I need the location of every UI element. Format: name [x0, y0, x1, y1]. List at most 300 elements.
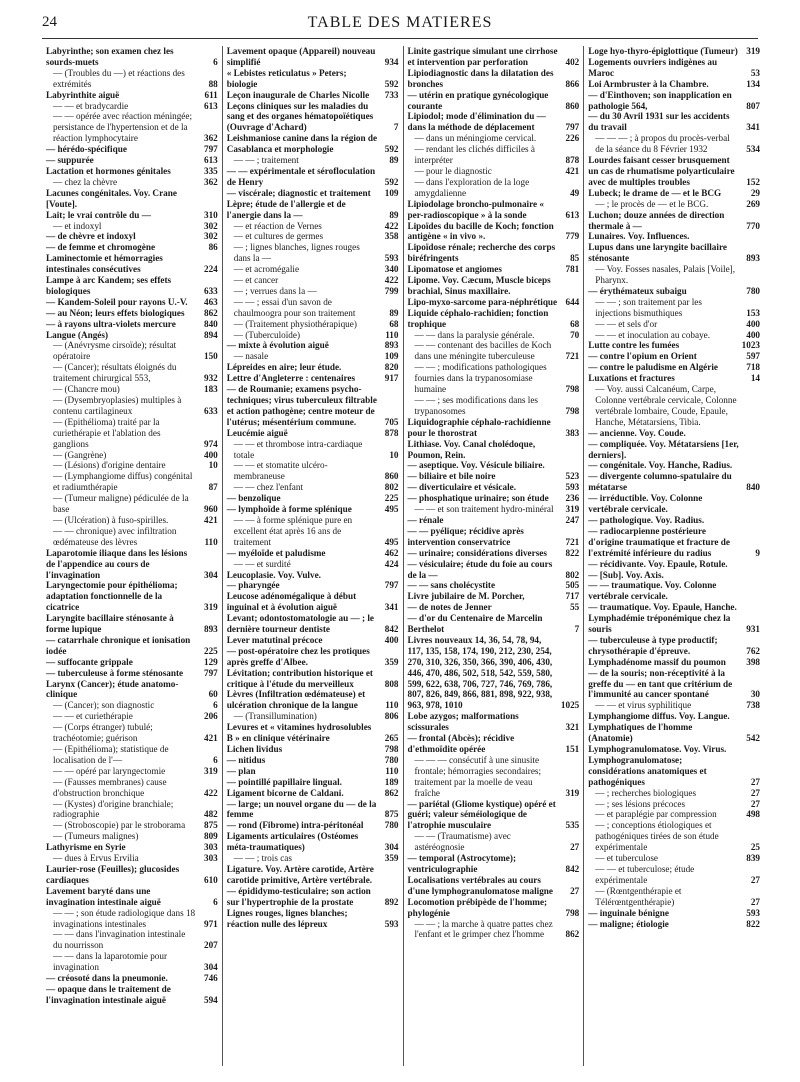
- entry-text: Lépreides en aire; leur étude.: [226, 362, 342, 373]
- entry-page-number: 340: [384, 264, 399, 275]
- index-entry: [588, 373, 760, 384]
- index-entry: [227, 711, 399, 722]
- entry-text: — (Fausses membranes) cause d'obstruction bronchique: [53, 776, 167, 798]
- entry-page-number: 594: [203, 994, 218, 1005]
- entry-text: — suffocante grippale: [46, 656, 133, 667]
- index-entry: [227, 799, 399, 821]
- entry-text: — Voy. aussi Calcanéum, Carpe, Colonne vertébrale cervicale, Colonne vertébrale lombaire, Coude, Epaule, Hanche, Métatarsiens, Tibia.: [595, 384, 737, 427]
- index-entry: [46, 242, 218, 253]
- entry-page-number: 134: [746, 78, 760, 89]
- entry-page-number: 207: [203, 940, 218, 951]
- index-entry: [227, 264, 399, 275]
- entry-page-number: 60: [208, 689, 218, 700]
- entry-text: — vésiculaire; étude du foie au cours de la —: [407, 558, 553, 580]
- index-entry: [46, 450, 218, 461]
- entry-page-number: 593: [746, 907, 760, 918]
- index-entry: [588, 210, 760, 232]
- entry-page-number: 542: [746, 733, 760, 744]
- index-entry: [408, 897, 580, 919]
- index-entry: [227, 297, 399, 319]
- index-entry: [227, 199, 399, 221]
- entry-text: Lithiase. Voy. Canal cholédoque, Poumon, Rein.: [407, 438, 536, 460]
- index-entry: [227, 570, 399, 581]
- index-entry: [46, 580, 218, 613]
- entry-text: Loge hyo-thyro-épiglottique (Tumeur): [588, 46, 738, 56]
- entry-text: Lutte contre les fumées: [588, 340, 680, 351]
- entry-page-number: 362: [203, 176, 218, 187]
- entry-page-number: 424: [384, 558, 399, 569]
- index-entry: [408, 330, 580, 341]
- index-entry: [408, 602, 580, 613]
- entry-page-number: 310: [203, 209, 218, 220]
- index-entry: [588, 493, 760, 515]
- entry-page-number: 302: [203, 220, 218, 231]
- index-entry: [408, 166, 580, 177]
- entry-text: — (Epithélioma) traité par la curiethérapie et l'ablation des ganglions: [53, 416, 161, 449]
- index-entry: [46, 493, 218, 515]
- entry-text: — — ; trois cas: [233, 853, 292, 864]
- index-entry: [227, 362, 399, 373]
- index-entry: [408, 439, 580, 461]
- entry-page-number: 400: [384, 634, 399, 645]
- entry-text: — (Traitement physiothérapique): [233, 318, 357, 329]
- index-entry: [227, 373, 399, 384]
- entry-text: — du 30 Avril 1931 sur les accidents du travail: [588, 111, 730, 133]
- entry-page-number: 802: [565, 569, 580, 580]
- entry-page-number: 597: [746, 351, 760, 362]
- index-entry: [588, 722, 760, 744]
- entry-page-number: 613: [203, 100, 218, 111]
- index-entry: [46, 820, 218, 831]
- entry-page-number: 27: [750, 776, 760, 787]
- entry-page-number: 593: [384, 918, 399, 929]
- entry-text: — plan: [226, 765, 256, 776]
- entry-page-number: 6: [213, 56, 218, 67]
- entry-text: — (Rœntgenthérapie et Télérœntgenthérapie): [595, 885, 682, 907]
- index-entry: [408, 482, 580, 493]
- index-entry: [588, 231, 760, 242]
- entry-page-number: 781: [565, 264, 580, 275]
- index-entry: [227, 133, 399, 155]
- entry-text: Levant; odontostomatologie au — ; le dernière tourneur dentiste: [226, 613, 374, 635]
- entry-text: Laryngite bacillaire sténosante à forme lupique: [46, 613, 174, 635]
- entry-text: — — et curiethérapie: [53, 711, 133, 722]
- entry-page-number: 151: [565, 744, 580, 754]
- entry-text: Luxations et fractures: [588, 373, 675, 384]
- index-entry: [408, 548, 580, 559]
- entry-text: Leucoplasie. Voy. Vulve.: [226, 569, 321, 580]
- index-entry: [227, 319, 399, 330]
- entry-text: — à rayons ultra-violets mercure: [46, 318, 176, 329]
- entry-text: — catarrhale chronique et ionisation iodée: [46, 634, 191, 656]
- entry-page-number: 593: [384, 253, 399, 264]
- index-entry: [46, 68, 218, 90]
- index-entry: [46, 668, 218, 679]
- entry-page-number: 319: [203, 765, 218, 776]
- entry-page-number: 27: [570, 842, 580, 853]
- index-entry: [227, 188, 399, 199]
- index-entry: [227, 340, 399, 351]
- index-entry: [46, 166, 218, 177]
- entry-text: — chez la chèvre: [53, 176, 118, 187]
- entry-text: — (Cancer); résultats éloignés du traitement chirurgical 553,: [53, 362, 177, 384]
- entry-page-number: 862: [565, 929, 580, 940]
- entry-text: — d'Einthoven; son inapplication en pathologie 564,: [588, 89, 732, 111]
- entry-page-number: 592: [384, 78, 399, 89]
- entry-text: Lubeck; le drame de — et le BCG: [588, 187, 722, 198]
- entry-text: Larynx (Cancer); étude anatomo-clinique: [46, 678, 179, 700]
- index-entry: [588, 90, 760, 112]
- entry-page-number: 422: [203, 787, 218, 798]
- entry-text: — frontal (Abcès); récidive d'ethmoïdite opérée: [407, 733, 515, 754]
- entry-text: — (Troubles du —) et réactions des extrémités: [53, 67, 185, 89]
- entry-text: Laminectomie et hémorragies intestinales consécutives: [46, 253, 163, 275]
- entry-text: — récidivante. Voy. Epaule, Rotule.: [588, 558, 728, 569]
- entry-text: — — traumatique. Voy. Colonne vertébrale cervicale.: [588, 580, 717, 602]
- entry-text: — pariétal (Gliome kystique) opéré et guéri; valeur séméiologique de l'atrophie musculaire: [407, 798, 556, 831]
- entry-text: Leçon inaugurale de Charles Nicolle: [226, 89, 370, 100]
- entry-text: — dans l'exploration de la loge amygdalienne: [414, 176, 530, 198]
- index-entry: [408, 297, 580, 308]
- entry-text: — large; un nouvel organe du — de la femme: [226, 798, 377, 820]
- entry-page-number: 400: [746, 318, 760, 329]
- entry-text: — ; verrues dans la —: [233, 285, 317, 296]
- entry-text: — urinaire; considérations diverses: [407, 547, 547, 558]
- index-entry: [588, 853, 760, 864]
- index-entry: [408, 395, 580, 417]
- index-entry: [227, 428, 399, 439]
- entry-page-number: 592: [384, 176, 399, 187]
- entry-text: — — et surdité: [233, 558, 291, 569]
- entry-page-number: 840: [203, 318, 218, 329]
- index-entry: [408, 559, 580, 581]
- entry-page-number: 7: [574, 624, 580, 635]
- index-entry: [408, 221, 580, 243]
- entry-text: — — et inoculation au cobaye.: [595, 329, 711, 340]
- entry-text: — suppurée: [46, 155, 94, 166]
- entry-text: Lipoïdose rénale; recherche des corps biréfringents: [407, 242, 556, 264]
- entry-page-number: 68: [570, 318, 580, 329]
- index-entry: [227, 646, 399, 668]
- index-entry: [227, 330, 399, 341]
- index-entry: [46, 253, 218, 275]
- index-entry: [588, 319, 760, 330]
- entry-page-number: 806: [384, 711, 399, 722]
- index-entry: [46, 548, 218, 581]
- index-entry: [588, 286, 760, 297]
- entry-text: Leishmaniose canine dans la région de Casablanca et morphologie: [226, 133, 378, 155]
- entry-page-number: 152: [746, 176, 760, 187]
- index-entry: [588, 700, 760, 711]
- entry-page-number: 808: [384, 678, 399, 689]
- index-entry: [408, 526, 580, 548]
- entry-page-number: 10: [389, 449, 399, 460]
- index-entry: [408, 362, 580, 395]
- entry-text: Lipomatose et angiomes: [407, 264, 502, 275]
- entry-page-number: 400: [203, 449, 218, 460]
- index-entry: [408, 635, 580, 711]
- entry-text: — et acromégalie: [233, 264, 300, 275]
- entry-page-number: 89: [389, 155, 399, 166]
- entry-text: — aseptique. Voy. Vésicule biliaire.: [407, 460, 545, 471]
- entry-text: — — — consécutif à une sinusite frontale; hémorragies secondaires; traitement par la moelle de veau fraîche: [414, 754, 542, 798]
- index-entry: [46, 384, 218, 395]
- entry-page-number: 358: [384, 231, 399, 242]
- entry-text: — de chèvre et indoxyl: [46, 231, 136, 242]
- entry-page-number: 109: [384, 187, 399, 198]
- entry-text: Lavement baryté dans une invagination intestinale aiguë: [46, 885, 161, 907]
- index-entry: [588, 799, 760, 810]
- index-entry: [46, 46, 218, 68]
- entry-text: Linite gastrique simulant une cirrhose et intervention par perforation: [407, 46, 558, 67]
- page-header: [42, 12, 758, 39]
- entry-text: Lymphadénome massif du poumon: [588, 656, 726, 667]
- entry-page-number: 842: [565, 863, 580, 874]
- index-entry: [227, 242, 399, 264]
- entry-page-number: 383: [565, 427, 580, 438]
- entry-text: Labyrinthite aiguë: [46, 89, 120, 100]
- index-entry: [588, 79, 760, 90]
- entry-page-number: 153: [746, 307, 760, 318]
- entry-page-number: 150: [203, 351, 218, 362]
- index-entry: [588, 439, 760, 461]
- entry-text: — — expérimentale et sérofloculation de Henry: [226, 165, 376, 187]
- entry-text: — congénitale. Voy. Hanche, Radius.: [588, 460, 733, 471]
- entry-text: — d'or du Centenaire de Marcelin Berthelot: [407, 613, 543, 635]
- entry-text: — — opérée avec réaction méningée; persistance de l'hypertension et de la réaction lymphocytaire: [53, 111, 193, 144]
- index-entry: [588, 188, 760, 199]
- entry-page-number: 302: [203, 231, 218, 242]
- entry-text: Lymphogranulomatose. Voy. Virus.: [588, 744, 727, 754]
- index-entry: [588, 919, 760, 930]
- entry-text: — — ; essai d'un savon de chaulmoogra pour son traitement: [233, 296, 356, 318]
- index-column-4: [584, 46, 764, 1066]
- index-entry: [46, 700, 218, 711]
- index-entry: [588, 264, 760, 286]
- entry-page-number: 721: [565, 351, 580, 362]
- entry-text: — contre l'opium en Orient: [588, 351, 697, 362]
- entry-page-number: 482: [203, 809, 218, 820]
- index-entry: [408, 613, 580, 635]
- entry-text: — — et tuberculose; étude expérimentale: [595, 863, 695, 885]
- entry-page-number: 10: [208, 460, 218, 471]
- entry-page-number: 304: [203, 569, 218, 580]
- index-entry: [46, 231, 218, 242]
- entry-page-number: 27: [750, 896, 760, 907]
- index-entry: [588, 864, 760, 886]
- index-entry: [588, 744, 760, 755]
- entry-page-number: 495: [384, 504, 399, 515]
- index-entry: [227, 351, 399, 362]
- entry-page-number: 402: [565, 56, 580, 67]
- entry-text: — (Tumeurs malignes): [53, 831, 139, 842]
- index-entry: [227, 580, 399, 591]
- page-title: TABLE DES MATIERES: [307, 14, 493, 31]
- entry-text: Lymphogranulomatose; considérations anatomiques et pathogéniques: [588, 754, 707, 787]
- index-entry: [46, 744, 218, 766]
- entry-page-number: 226: [565, 133, 580, 144]
- entry-text: — érythémateux subaigu: [588, 285, 687, 296]
- index-entry: [46, 188, 218, 210]
- entry-text: Lipiodiagnostic dans la dilatation des bronches: [407, 67, 554, 89]
- entry-text: — dans un méningiome cervical.: [414, 133, 537, 144]
- entry-text: « Lebistes reticulatus » Peters; biologie: [226, 67, 347, 89]
- entry-page-number: 1025: [560, 700, 580, 711]
- index-entry: [46, 984, 218, 1006]
- entry-text: Loi Armbruster à la Chambre.: [588, 78, 709, 89]
- entry-page-number: 802: [384, 482, 399, 493]
- index-entry: [408, 831, 580, 853]
- index-entry: [588, 297, 760, 319]
- entry-text: Lupus dans une laryngite bacillaire sténosante: [588, 242, 727, 264]
- entry-page-number: 498: [746, 809, 760, 820]
- index-entry: [588, 886, 760, 908]
- entry-text: — et cancer: [233, 275, 279, 286]
- index-entry: [408, 340, 580, 362]
- entry-page-number: 495: [384, 536, 399, 547]
- index-entry: [588, 46, 760, 57]
- entry-text: — (Chancre mou): [53, 384, 120, 395]
- entry-text: — (Stroboscopie) par le stroborama: [53, 820, 186, 831]
- index-entry: [588, 351, 760, 362]
- index-entry: [588, 820, 760, 853]
- entry-page-number: 840: [746, 482, 760, 493]
- entry-page-number: 421: [203, 514, 218, 525]
- index-entry: [227, 439, 399, 461]
- entry-page-number: 421: [565, 165, 580, 176]
- entry-text: — [Sub]. Voy. Axis.: [588, 569, 664, 580]
- entry-page-number: 809: [203, 831, 218, 842]
- entry-page-number: 70: [570, 329, 580, 340]
- index-entry: [227, 101, 399, 134]
- index-entry: [46, 951, 218, 973]
- entry-text: — — (Traumatisme) avec astéréognosie: [414, 831, 511, 853]
- entry-page-number: 862: [384, 787, 399, 798]
- entry-page-number: 398: [746, 656, 760, 667]
- entry-text: — ; conceptions étiologiques et pathogéniques tirées de son étude expérimentale: [595, 820, 719, 853]
- entry-text: — et cultures de germes: [233, 231, 324, 242]
- entry-page-number: 68: [389, 318, 399, 329]
- entry-text: — ; recherches biologiques: [595, 787, 697, 798]
- entry-page-number: 86: [208, 242, 218, 253]
- entry-page-number: 359: [384, 853, 399, 864]
- index-columns: [42, 46, 764, 1066]
- entry-page-number: 762: [746, 645, 760, 656]
- entry-page-number: 110: [385, 329, 399, 340]
- entry-page-number: 319: [565, 787, 580, 798]
- index-entry: [46, 221, 218, 232]
- entry-page-number: 27: [570, 885, 580, 896]
- entry-page-number: 721: [565, 536, 580, 547]
- index-entry: [46, 973, 218, 984]
- entry-page-number: 892: [384, 896, 399, 907]
- entry-text: Lettre d'Angleterre : centenaires: [226, 373, 356, 384]
- index-entry: [46, 90, 218, 101]
- entry-text: — Kandem-Soleil pour rayons U.-V.: [46, 296, 188, 307]
- index-entry: [46, 177, 218, 188]
- entry-text: — — sans cholécystite: [407, 580, 496, 591]
- entry-text: — viscérale; diagnostic et traitement: [226, 187, 371, 198]
- index-entry: [588, 755, 760, 788]
- entry-text: Lignes rouges, lignes blanches; réaction nulle des lépreux: [226, 907, 348, 929]
- index-entry: [46, 722, 218, 744]
- entry-text: — de femme et chromogène: [46, 242, 156, 253]
- entry-text: Langue (Angés): [46, 329, 109, 340]
- entry-page-number: 6: [213, 896, 218, 907]
- entry-page-number: 88: [208, 78, 218, 89]
- entry-text: Lipiodol; mode d'élimination du — dans la méthode de déplacement: [407, 111, 546, 133]
- entry-text: Lymphadémie tréponémique chez la souris: [588, 613, 731, 635]
- index-entry: [46, 417, 218, 450]
- index-entry: [227, 755, 399, 766]
- entry-page-number: 53: [750, 67, 760, 78]
- index-entry: [46, 613, 218, 635]
- index-entry: [227, 275, 399, 286]
- entry-text: — et paraplégie par compression: [595, 809, 717, 820]
- page-number: 24: [42, 14, 57, 30]
- entry-text: — benzolique: [226, 493, 281, 504]
- entry-text: Ligaments articulaires (Ostéomes méta-traumatiques): [226, 831, 359, 853]
- entry-text: — nitidus: [226, 754, 266, 765]
- entry-page-number: 878: [384, 427, 399, 438]
- index-entry: [227, 548, 399, 559]
- entry-page-number: 820: [384, 362, 399, 373]
- index-entry: [46, 460, 218, 471]
- index-entry: [408, 90, 580, 112]
- entry-page-number: 359: [384, 656, 399, 667]
- index-entry: [408, 133, 580, 144]
- entry-text: Lichen lividus: [226, 744, 283, 754]
- entry-page-number: 206: [203, 711, 218, 722]
- entry-page-number: 797: [384, 580, 399, 591]
- entry-text: Liquidographie céphalo-rachidienne pour le thorostrat: [407, 416, 551, 438]
- index-entry: [408, 417, 580, 439]
- entry-page-number: 49: [570, 187, 580, 198]
- index-entry: [408, 580, 580, 591]
- entry-text: Laryngectomie pour épithélioma; adaptation fonctionnelle de la cicatrice: [46, 580, 178, 613]
- entry-text: Lobe azygos; malformations scissurales: [407, 711, 519, 733]
- entry-page-number: 613: [565, 209, 580, 220]
- entry-page-number: 934: [384, 56, 399, 67]
- entry-text: Ligament bicorne de Caldani.: [226, 787, 344, 798]
- entry-text: Ligature. Voy. Artère carotide, Artère carotide primitive, Artère vertébrale.: [226, 863, 374, 885]
- entry-page-number: 55: [570, 602, 580, 613]
- entry-page-number: 321: [565, 722, 580, 733]
- index-entry: [46, 766, 218, 777]
- entry-text: Lipiodolage broncho-pulmonaire « per-radioscopique » à la sonde: [407, 198, 544, 220]
- entry-page-number: 779: [565, 231, 580, 242]
- entry-text: — — ; son traitement par les injections bismuthiques: [595, 296, 702, 318]
- entry-text: — et indoxyl: [53, 220, 102, 231]
- index-entry: [46, 319, 218, 330]
- entry-page-number: 822: [746, 918, 760, 929]
- index-entry: [227, 635, 399, 646]
- index-entry: [46, 111, 218, 144]
- entry-text: Logements ouvriers indigènes au Maroc: [588, 56, 718, 78]
- entry-page-number: 110: [385, 700, 399, 711]
- index-entry: [46, 777, 218, 799]
- entry-page-number: 7: [393, 122, 399, 133]
- index-entry: [408, 504, 580, 515]
- index-entry: [588, 460, 760, 471]
- index-entry: [227, 886, 399, 908]
- entry-text: Lever matutinal précoce: [226, 634, 323, 645]
- entry-text: — lymphoïde à forme splénique: [226, 504, 352, 515]
- entry-text: Lathyrisme en Syrie: [46, 842, 126, 853]
- index-entry: [227, 155, 399, 166]
- entry-page-number: 25: [750, 842, 760, 853]
- entry-text: — — et stomatite ulcéro-membraneuse: [233, 460, 328, 482]
